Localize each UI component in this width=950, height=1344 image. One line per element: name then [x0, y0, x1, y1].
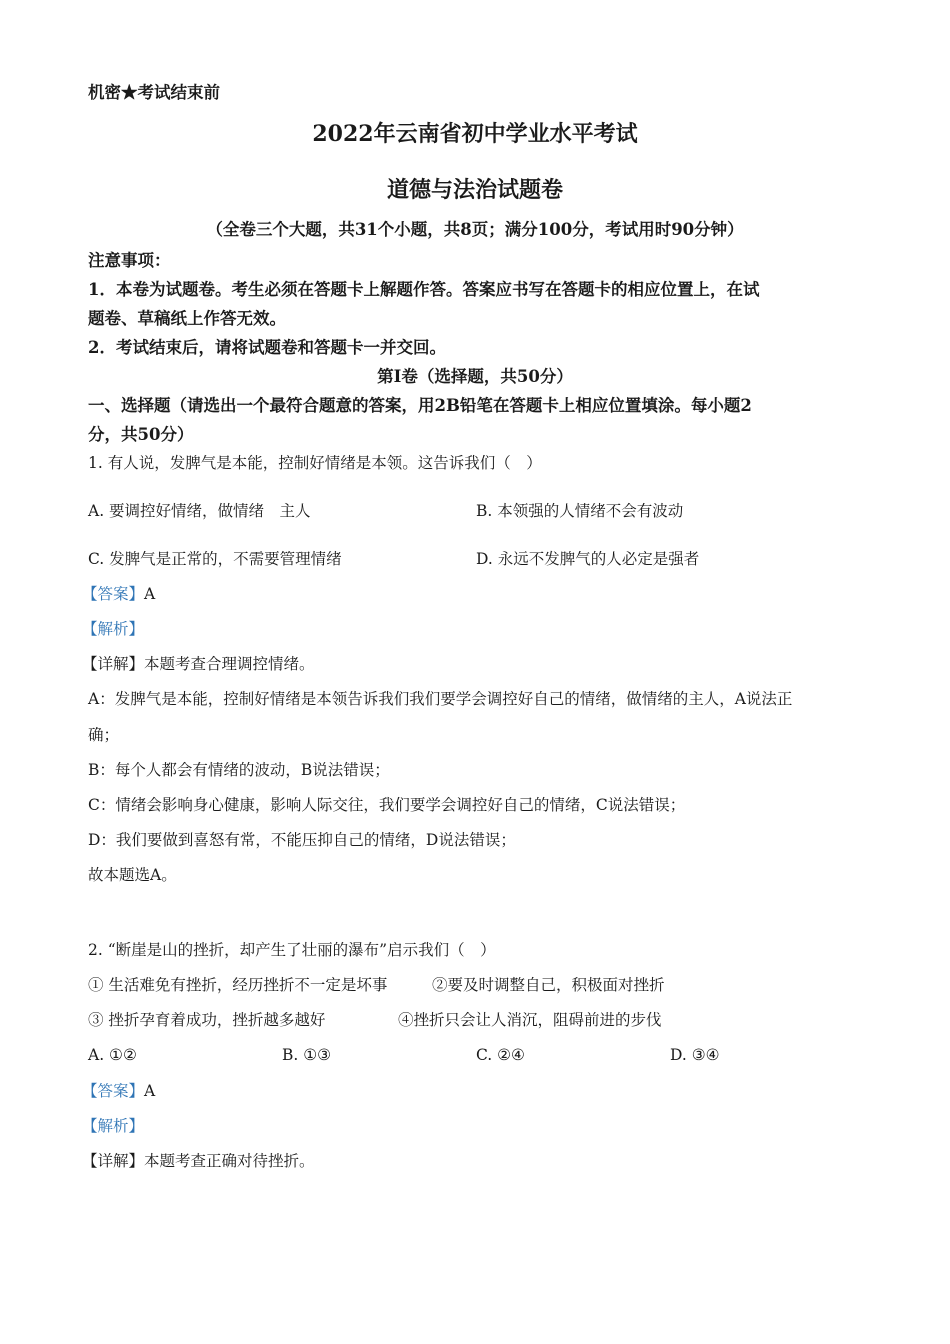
subject-title: 道德与法治试题卷 — [386, 177, 563, 203]
detail-tag: 【详解】 — [82, 1152, 145, 1170]
answer-tag: 【答案】 — [82, 585, 145, 603]
q1-detail — [82, 654, 315, 674]
q1-option-a: A. 要调控好情绪，做情绪 主人 — [88, 502, 311, 520]
q2-option-c: C. ②④ — [476, 1046, 525, 1064]
q1-analysis-c: C：情绪会影响身心健康，影响人际交往，我们要学会调控好自己的情绪，C说法错误； — [88, 796, 686, 814]
q1-analysis-b: B：每个人都会有情绪的波动，B说法错误； — [88, 761, 390, 779]
q1-option-d: D. 永远不发脾气的人必定是强者 — [476, 550, 700, 568]
note-2: 2．考试结束后，请将试题卷和答题卡一并交回。 — [88, 338, 446, 357]
q1-option-b: B. 本领强的人情绪不会有波动 — [476, 502, 684, 520]
exam-title: 2022年云南省初中学业水平考试 — [312, 121, 638, 147]
q2-statement-2: ②要及时调整自己，积极面对挫折 — [432, 976, 665, 994]
part-one-heading: 第Ⅰ卷（选择题，共50分） — [377, 367, 573, 386]
q2-option-b: B. ①③ — [282, 1046, 332, 1064]
detail-text: 本题考查合理调控情绪。 — [144, 655, 315, 673]
q2-answer — [82, 1081, 155, 1101]
q1-analysis-a-line-1: A：发脾气是本能，控制好情绪是本领告诉我们我们要学会调控好自己的情绪，做情绪的主人，A说法正 — [88, 690, 793, 708]
section-heading-line-1: 一、选择题（请选出一个最符合题意的答案，用2B铅笔在答题卡上相应位置填涂。每小题2 — [88, 396, 752, 415]
notes-heading: 注意事项： — [88, 251, 171, 270]
q1-stem: 1. 有人说，发脾气是本能，控制好情绪是本领。这告诉我们（ ） — [88, 454, 542, 472]
q2-analysis-tag: 【解析】 — [82, 1117, 145, 1135]
q1-analysis-d: D：我们要做到喜怒有常，不能压抑自己的情绪，D说法错误； — [88, 831, 516, 849]
confidential-label: 机密★考试结束前 — [88, 83, 220, 102]
q2-option-a: A. ①② — [88, 1046, 137, 1064]
q2-option-d: D. ③④ — [670, 1046, 720, 1064]
q2-statement-3: ③ 挫折孕育着成功，挫折越多越好 — [88, 1011, 326, 1029]
answer-value: A — [144, 1082, 156, 1100]
detail-tag: 【详解】 — [82, 655, 145, 673]
q2-statement-4: ④挫折只会让人消沉，阻碍前进的步伐 — [398, 1011, 662, 1029]
answer-value: A — [144, 585, 156, 603]
q1-analysis-a-line-2: 确； — [88, 726, 120, 744]
q2-stem: 2. “断崖是山的挫折，却产生了壮丽的瀑布”启示我们（ ） — [88, 941, 496, 959]
exam-info: （全卷三个大题，共31个小题，共8页；满分100分，考试用时90分钟） — [206, 220, 744, 239]
q1-option-c: C. 发脾气是正常的，不需要管理情绪 — [88, 550, 342, 568]
detail-text: 本题考查正确对待挫折。 — [144, 1152, 315, 1170]
q1-analysis-tag: 【解析】 — [82, 620, 145, 638]
q1-answer — [82, 584, 155, 604]
note-1-line-1: 1．本卷为试题卷。考生必须在答题卡上解题作答。答案应书写在答题卡的相应位置上，在试 — [88, 280, 760, 299]
note-1-line-2: 题卷、草稿纸上作答无效。 — [88, 309, 286, 328]
q2-statement-1: ① 生活难免有挫折，经历挫折不一定是坏事 — [88, 976, 388, 994]
q1-conclusion: 故本题选A。 — [88, 866, 177, 884]
q2-detail — [82, 1151, 315, 1171]
answer-tag: 【答案】 — [82, 1082, 145, 1100]
section-heading-line-2: 分，共50分） — [88, 425, 194, 444]
